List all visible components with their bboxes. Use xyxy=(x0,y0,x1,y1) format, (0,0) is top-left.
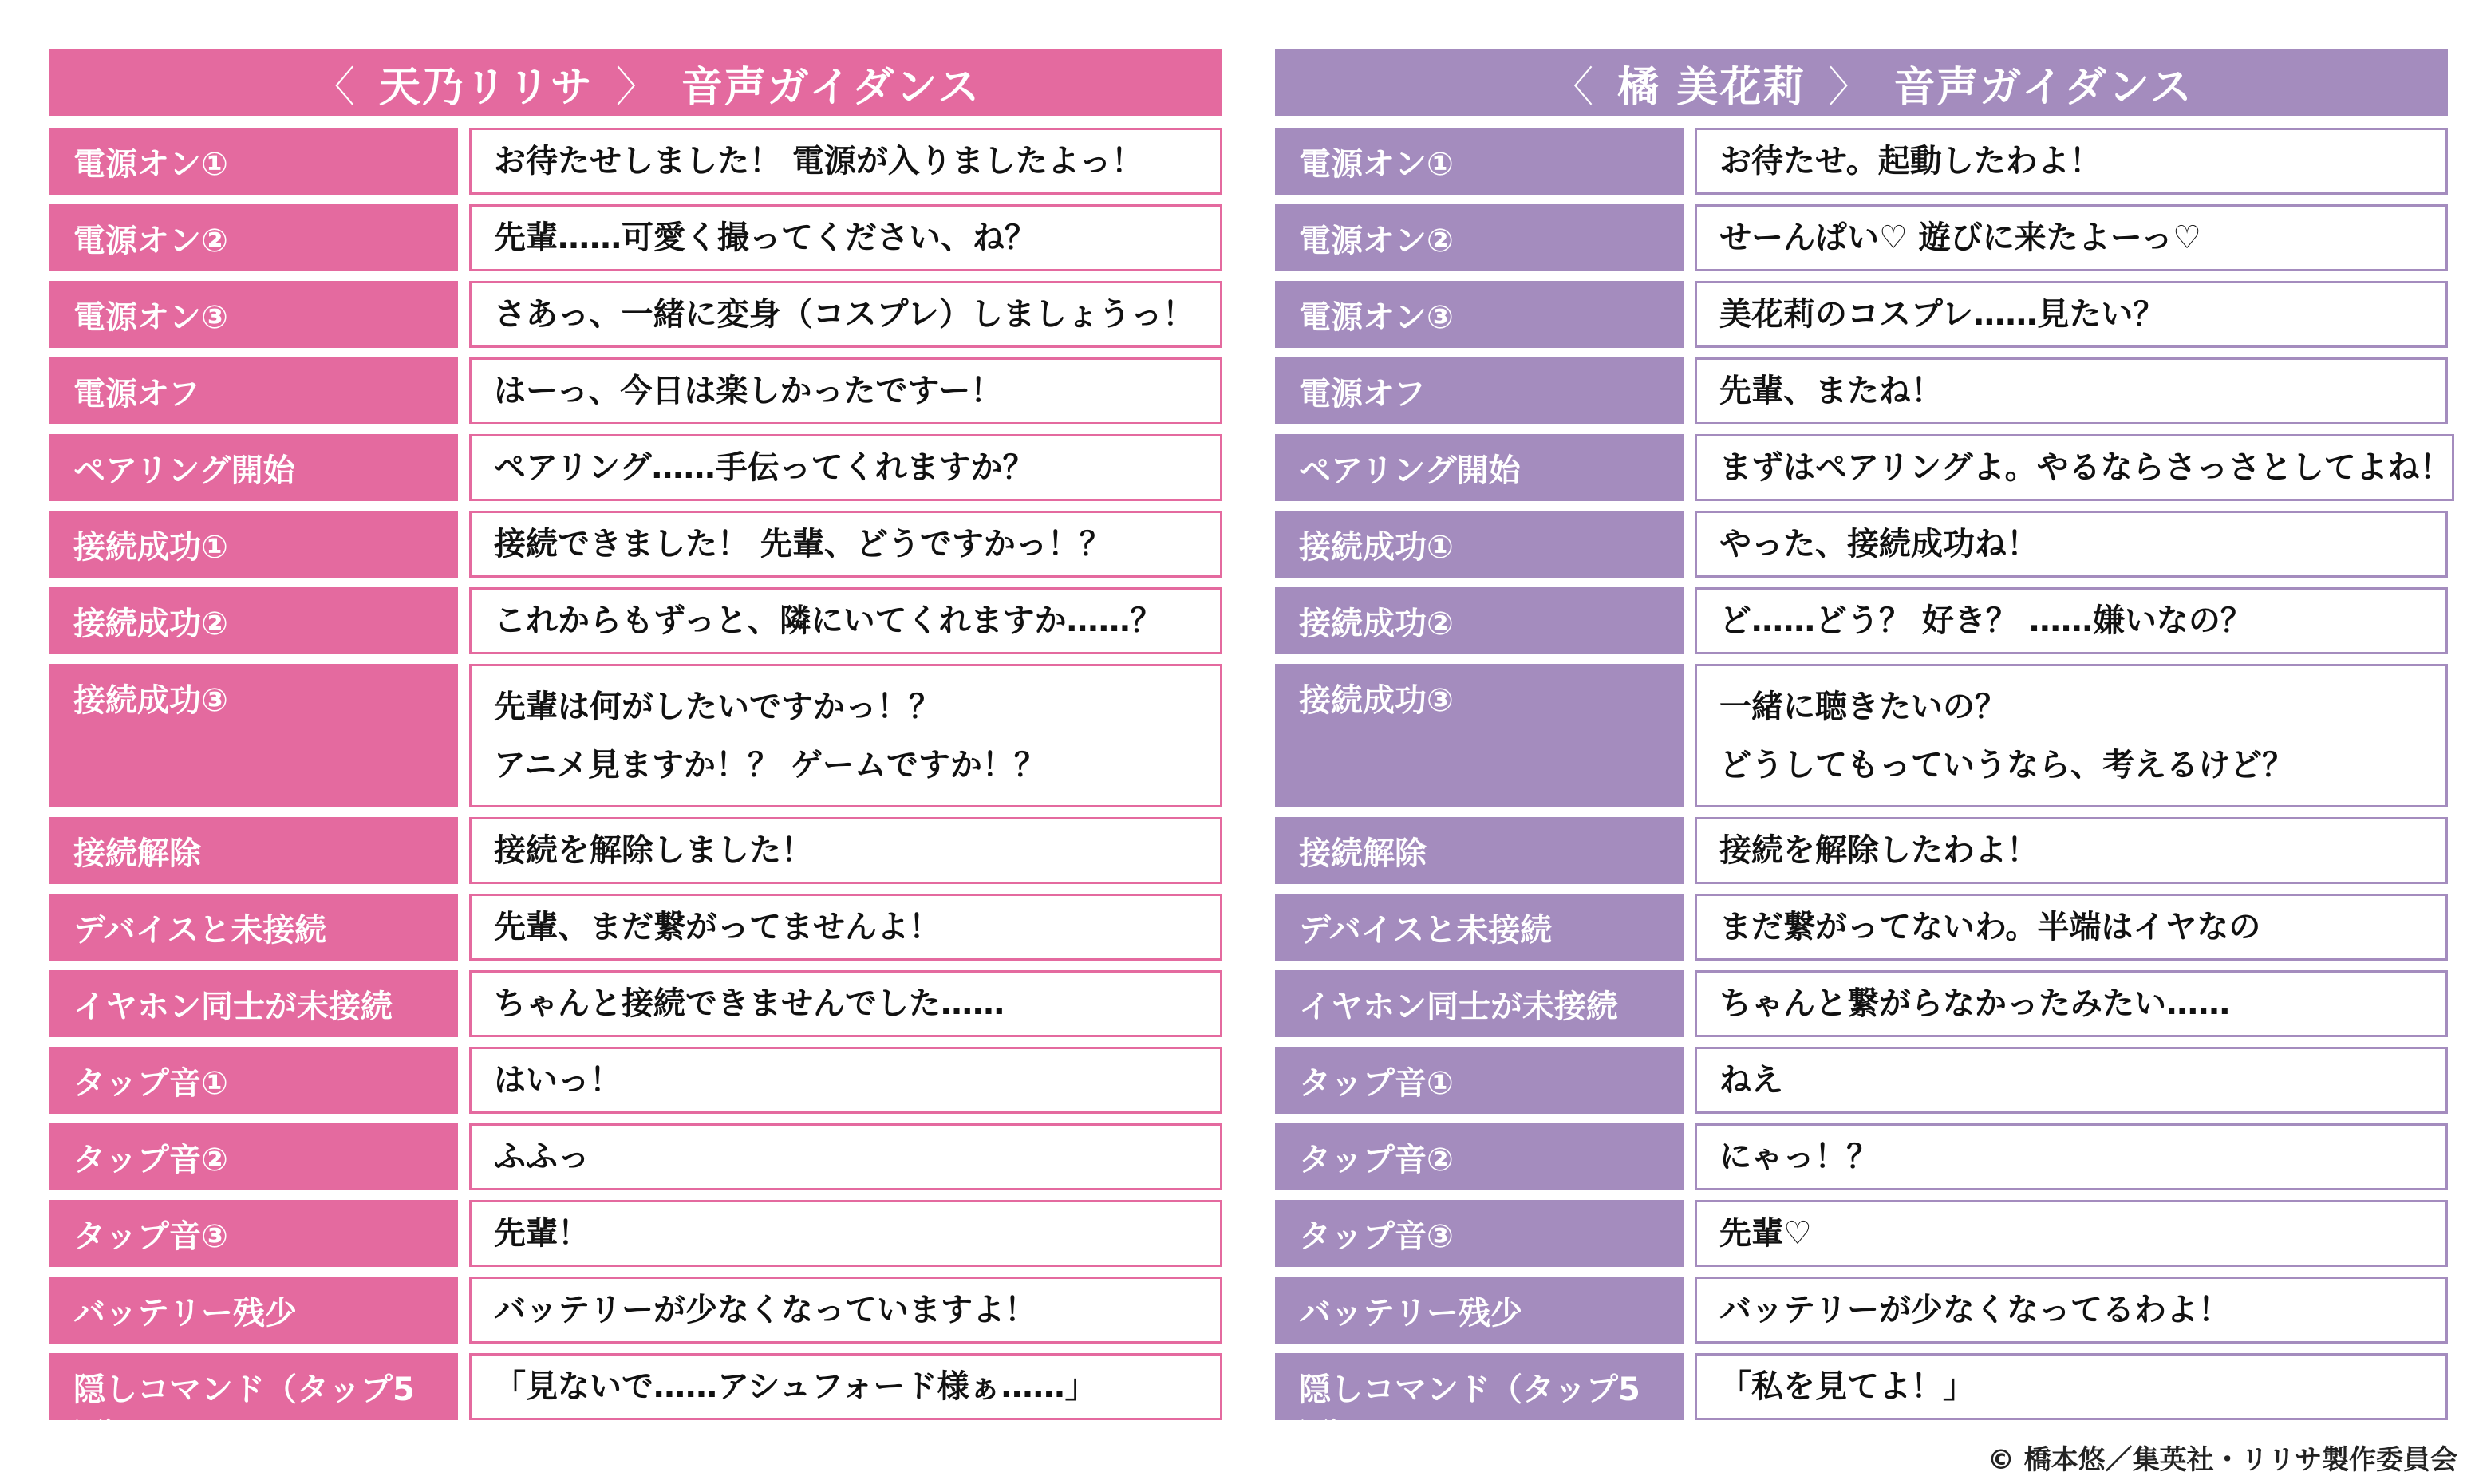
voice-line-text: 一緒に聴きたいの？ xyxy=(1719,689,2007,724)
voice-line-cell xyxy=(469,894,1222,961)
voice-line-text: ペアリング……手伝ってくれますか？ xyxy=(494,450,1035,485)
voice-line-text: やった、接続成功ね！ xyxy=(1719,527,2039,562)
guidance-row xyxy=(1275,1047,2448,1114)
voice-line-cell xyxy=(1695,664,2448,807)
event-label: バッテリー残少 xyxy=(49,1277,458,1344)
voice-line-cell xyxy=(469,1047,1222,1114)
voice-line-text: ちゃんと繋がらなかったみたい…… xyxy=(1719,986,2230,1021)
voice-line-cell xyxy=(469,1277,1222,1344)
panel-heading: 音声ガイダンス xyxy=(1893,63,2193,112)
guidance-row xyxy=(49,434,1222,501)
event-label: 電源オフ xyxy=(49,357,458,424)
voice-line-cell xyxy=(1695,1353,2448,1420)
voice-line-cell xyxy=(469,281,1222,348)
voice-line-text: ふふっ xyxy=(494,1139,590,1174)
guidance-row xyxy=(1275,1200,2448,1267)
event-label: 隠しコマンド（タップ5回） xyxy=(49,1353,458,1420)
bracket-close: 〉 xyxy=(615,63,659,112)
voice-line-cell xyxy=(1695,511,2448,578)
voice-line-cell xyxy=(1695,281,2448,348)
guidance-row xyxy=(49,1277,1222,1344)
guidance-row xyxy=(1275,511,2448,578)
event-label: デバイスと未接続 xyxy=(49,894,458,961)
bracket-close: 〉 xyxy=(1828,63,1872,112)
mikari-panel xyxy=(1275,49,2452,1454)
voice-line-cell xyxy=(1695,894,2448,961)
event-label: 電源オフ xyxy=(1275,357,1684,424)
guidance-row xyxy=(49,1200,1222,1267)
event-label: デバイスと未接続 xyxy=(1275,894,1684,961)
guidance-row xyxy=(1275,1353,2448,1454)
voice-line-cell xyxy=(469,511,1222,578)
guidance-row xyxy=(1275,128,2448,195)
guidance-row xyxy=(49,1047,1222,1114)
voice-line-text: にゃっ！？ xyxy=(1719,1139,1879,1174)
guidance-row xyxy=(49,128,1222,195)
guidance-row xyxy=(1275,817,2448,884)
voice-line-text: ちゃんと接続できませんでした…… xyxy=(494,986,1005,1021)
voice-line-text: 接続できました！ 先輩、どうですかっ！？ xyxy=(494,527,1111,562)
panel-title xyxy=(1275,49,2448,116)
guidance-row xyxy=(1275,281,2448,348)
event-label: タップ音② xyxy=(49,1123,458,1190)
event-label: 電源オン① xyxy=(49,128,458,195)
event-label: 電源オン① xyxy=(1275,128,1684,195)
voice-line-cell xyxy=(1695,1277,2448,1344)
voice-line-cell xyxy=(469,970,1222,1037)
guidance-row xyxy=(49,664,1222,807)
voice-line-cell xyxy=(1695,434,2454,501)
event-label: 接続成功① xyxy=(49,511,458,578)
voice-line-cell xyxy=(469,817,1222,884)
voice-line-text: 先輩は何がしたいですかっ！？ xyxy=(494,689,941,724)
event-label: イヤホン同士が未接続 xyxy=(49,970,458,1037)
event-label: タップ音③ xyxy=(1275,1200,1684,1267)
voice-line-text: ねえ xyxy=(1719,1063,1783,1098)
voice-line-text: ど……どう？ 好き？ ……嫌いなの？ xyxy=(1719,603,2252,638)
voice-line-text: 先輩、またね！ xyxy=(1719,373,1943,408)
voice-line-cell xyxy=(469,204,1222,271)
voice-line-cell xyxy=(1695,1123,2448,1190)
voice-line-cell xyxy=(1695,128,2448,195)
voice-line-text: お待たせしました！ 電源が入りましたよっ！ xyxy=(494,144,1143,179)
panel-heading: 音声ガイダンス xyxy=(681,63,981,112)
guidance-row xyxy=(49,357,1222,424)
guidance-row xyxy=(49,970,1222,1037)
voice-line-text: 美花莉のコスプレ……見たい？ xyxy=(1719,297,2165,332)
guidance-row xyxy=(49,817,1222,884)
voice-line-text: どうしてもっていうなら、考えるけど？ xyxy=(1719,747,2294,783)
event-label: タップ音③ xyxy=(49,1200,458,1267)
event-label: 接続成功③ xyxy=(49,664,458,807)
voice-line-text: お待たせ。起動したわよ！ xyxy=(1719,144,2102,179)
voice-line-cell xyxy=(469,128,1222,195)
voice-line-text: アニメ見ますか！？ ゲームですか！？ xyxy=(494,747,1046,783)
guidance-row xyxy=(1275,434,2452,501)
voice-line-cell xyxy=(1695,204,2448,271)
guidance-row xyxy=(1275,970,2448,1037)
event-label: 電源オン② xyxy=(1275,204,1684,271)
voice-line-cell xyxy=(1695,1047,2448,1114)
event-label: 電源オン② xyxy=(49,204,458,271)
guidance-row xyxy=(1275,894,2448,961)
guidance-row xyxy=(1275,357,2448,424)
voice-line-text: さあっ、一緒に変身（コスプレ）しましょうっ！ xyxy=(494,297,1194,332)
voice-line-cell xyxy=(469,357,1222,424)
guidance-row xyxy=(1275,1277,2448,1344)
event-label: 接続成功③ xyxy=(1275,664,1684,807)
event-label: バッテリー残少 xyxy=(1275,1277,1684,1344)
voice-line-text: 先輩、まだ繋がってませんよ！ xyxy=(494,910,941,945)
event-label: 電源オン③ xyxy=(1275,281,1684,348)
voice-line-text: 先輩……可愛く撮ってください、ね？ xyxy=(494,220,1036,255)
character-name: 橘 美花莉 xyxy=(1617,63,1806,112)
voice-line-cell xyxy=(469,1123,1222,1190)
event-label: イヤホン同士が未接続 xyxy=(1275,970,1684,1037)
voice-line-cell xyxy=(469,434,1222,501)
voice-line-text: せーんぱい♡ 遊びに来たよーっ♡ xyxy=(1719,220,2202,255)
bracket-open: 〈 xyxy=(313,63,357,112)
voice-line-cell xyxy=(469,1200,1222,1267)
event-label: タップ音② xyxy=(1275,1123,1684,1190)
guidance-row xyxy=(49,204,1222,271)
voice-line-cell xyxy=(1695,970,2448,1037)
guidance-table xyxy=(49,128,1222,1454)
voice-line-text: バッテリーが少なくなっていますよ！ xyxy=(494,1293,1036,1328)
guidance-row xyxy=(49,281,1222,348)
copyright-notice: © 橋本悠／集英社・リリサ製作委員会 xyxy=(1987,1444,2457,1476)
voice-line-cell xyxy=(469,587,1222,654)
guidance-row xyxy=(49,1123,1222,1190)
event-label: 接続解除 xyxy=(1275,817,1684,884)
event-label: 接続成功② xyxy=(1275,587,1684,654)
guidance-row xyxy=(49,587,1222,654)
voice-line-cell xyxy=(469,664,1222,807)
voice-line-cell xyxy=(1695,357,2448,424)
voice-line-text: 先輩！ xyxy=(494,1216,590,1251)
voice-line-text: 「見ないで……アシュフォード様ぁ……」 xyxy=(494,1369,1097,1404)
voice-line-text: 「私を見てよ！」 xyxy=(1719,1369,1975,1404)
guidance-row xyxy=(49,894,1222,961)
event-label: タップ音① xyxy=(49,1047,458,1114)
voice-line-text: まずはペアリングよ。やるならさっさとしてよね！ xyxy=(1719,450,2452,485)
voice-line-text: はいっ！ xyxy=(494,1063,622,1098)
event-label: 接続成功① xyxy=(1275,511,1684,578)
event-label: 電源オン③ xyxy=(49,281,458,348)
guidance-row xyxy=(1275,587,2448,654)
lilisa-panel xyxy=(49,49,1222,1454)
voice-line-text: バッテリーが少なくなってるわよ！ xyxy=(1719,1293,2230,1328)
guidance-row xyxy=(49,1353,1222,1454)
voice-line-text: 接続を解除したわよ！ xyxy=(1719,833,2039,868)
guidance-row xyxy=(1275,204,2448,271)
event-label: 接続解除 xyxy=(49,817,458,884)
event-label: タップ音① xyxy=(1275,1047,1684,1114)
event-label: ペアリング開始 xyxy=(49,434,458,501)
event-label: 隠しコマンド（タップ5回） xyxy=(1275,1353,1684,1420)
voice-line-text: 接続を解除しました！ xyxy=(494,833,813,868)
voice-line-text: 先輩♡ xyxy=(1719,1216,1812,1251)
event-label: 接続成功② xyxy=(49,587,458,654)
voice-line-text: はーっ、今日は楽しかったですー！ xyxy=(494,373,1003,408)
guidance-row xyxy=(49,511,1222,578)
character-name: 天乃リリサ xyxy=(378,63,594,112)
guidance-table xyxy=(1275,128,2452,1454)
guidance-row xyxy=(1275,664,2448,807)
voice-line-cell xyxy=(469,1353,1222,1420)
guidance-row xyxy=(1275,1123,2448,1190)
bracket-open: 〈 xyxy=(1552,63,1596,112)
voice-line-cell xyxy=(1695,817,2448,884)
voice-line-text: まだ繋がってないわ。半端はイヤなの xyxy=(1719,910,2261,945)
voice-line-cell xyxy=(1695,587,2448,654)
event-label: ペアリング開始 xyxy=(1275,434,1684,501)
voice-line-text: これからもずっと、隣にいてくれますか……？ xyxy=(494,603,1162,638)
voice-line-cell xyxy=(1695,1200,2448,1267)
panel-title xyxy=(49,49,1222,116)
